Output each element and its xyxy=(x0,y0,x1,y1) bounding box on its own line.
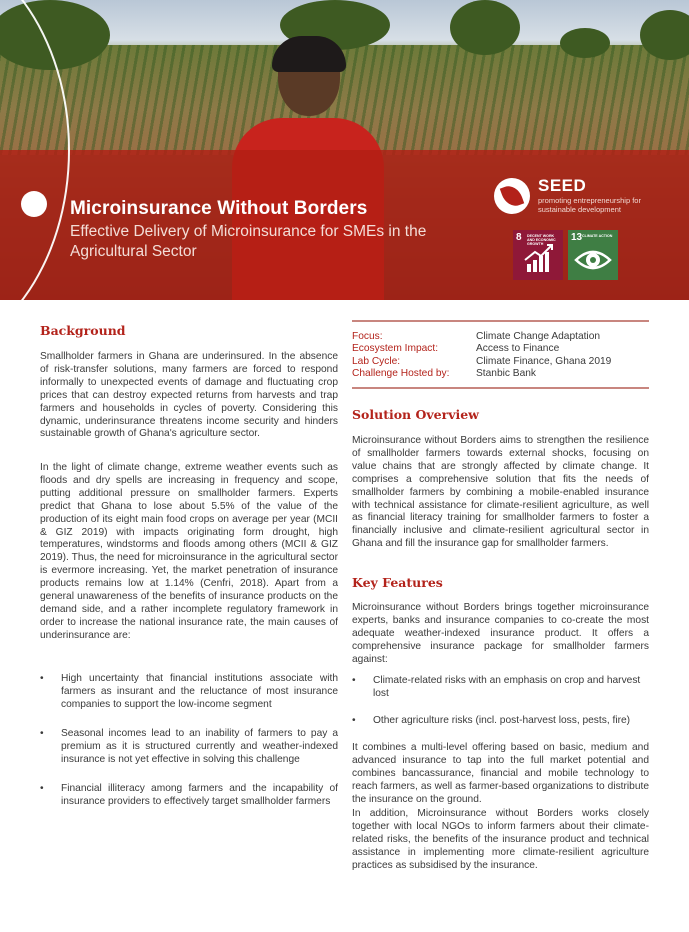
info-value: Climate Change Adaptation xyxy=(476,331,601,342)
info-key: Challenge Hosted by: xyxy=(352,368,450,380)
eye-globe-icon xyxy=(568,230,618,280)
background-heading: Background xyxy=(40,323,126,338)
list-item xyxy=(40,728,338,767)
decorative-dot xyxy=(21,191,47,217)
info-row xyxy=(352,356,649,368)
sdg-label: CLIMATE ACTION xyxy=(582,234,613,238)
seed-tagline: promoting entrepreneurship for sustainable development xyxy=(538,196,641,214)
info-value: Climate Finance, Ghana 2019 xyxy=(476,355,612,367)
tree-shape xyxy=(450,0,520,55)
list-item-text: High uncertainty that financial institutions associate with farmers as insurant and the reluctance of most insurance companies to support the low-income segment xyxy=(61,673,338,710)
solution-paragraph: Microinsurance without Borders aims to strengthen the resilience of smallholder farmers towards external shocks, focusing on value chains that are strongly affected by climate change. It comprises a comprehensive solution that fits the needs of smallholder farmers by combining a mobile-enabled insurance with technical assistance for climate-resilient agriculture, as well as financial literacy training for smallholder farmers to foster a financially inclusive and climate-resilient agricultural sector in Ghana and fill the insurance gap for smallholder farmers. xyxy=(352,435,649,550)
document-title: Microinsurance Without Borders xyxy=(70,198,368,219)
list-item-text: Climate-related risks with an emphasis on crop and harvest lost xyxy=(373,675,641,699)
key-features-paragraph-2: It combines a multi-level offering based on basic, medium and advanced insurance to tap into the full market potential and combines bancassurance, financial and mobile technology to reach farmers, as well as farmer-based organizations to distribute the insurance on the ground. xyxy=(352,742,649,805)
bullet-icon: • xyxy=(40,673,44,684)
info-row xyxy=(352,343,649,355)
list-item xyxy=(40,783,338,809)
growth-chart-icon xyxy=(513,230,563,280)
risks-list xyxy=(352,715,649,728)
key-features-paragraph-1: Microinsurance without Borders brings together microinsurance experts, banks and insurance companies to co-create the most adequate weather-indexed insurance product. It offers a comprehensive insurance package for smallholder farmers against: xyxy=(352,602,649,665)
document-subtitle: Effective Delivery of Microinsurance for SMEs in the Agricultural Sector xyxy=(70,223,427,260)
sdg-number: 8 xyxy=(516,232,522,243)
sdg-8-badge xyxy=(513,230,563,280)
seed-name: SEED xyxy=(538,176,587,195)
sdg-label: DECENT WORK AND ECONOMIC GROWTH xyxy=(527,234,556,247)
bullet-icon: • xyxy=(40,783,44,794)
seed-logo-icon xyxy=(494,178,530,214)
list-item xyxy=(352,675,649,701)
info-row xyxy=(352,331,649,343)
bullet-icon: • xyxy=(352,715,356,726)
info-key: Focus: xyxy=(352,331,383,342)
info-value: Stanbic Bank xyxy=(476,368,537,380)
list-item xyxy=(352,715,649,728)
sdg-number: 13 xyxy=(571,232,583,243)
risks-list xyxy=(352,675,649,701)
header-banner xyxy=(0,0,689,300)
info-value: Access to Finance xyxy=(476,343,560,355)
tree-shape xyxy=(560,28,610,58)
sdg-13-badge xyxy=(568,230,618,280)
info-key: Ecosystem Impact: xyxy=(352,343,439,355)
background-paragraph-2: In the light of climate change, extreme weather events such as floods and dry spells are increasing in frequency and scope, putting additional pressure on smallholder farmers. Experts predict that Ghana to lose about 5.5% of the value of the production of its eight main food crops on average per year (MCII & GIZ 2019) with impacts originating form drought, high temperatures, windstorms and floods among others (MCII & GIZ 2019). Thus, the need for microinsurance in the agricultural sector is evermore increasing. Yet, the market penetration of insurance products remains low at 1.14% (Cenfri, 2018). Apart from a general unawareness of the benefits of insurance products on the demand side, and a rather incomplete regulatory framework in order to increase the national insurance rate, the main causes of underinsurance are: xyxy=(40,462,338,641)
info-key: Lab Cycle: xyxy=(352,355,401,367)
bullet-icon: • xyxy=(40,728,44,739)
key-features-heading: Key Features xyxy=(352,575,443,590)
bullet-icon: • xyxy=(352,675,356,686)
key-features-paragraph-3: In addition, Microinsurance without Borders works closely together with local NGOs to inform farmers about their climate-related risks, the benefits of the insurance product and technical assistance in implementing more climate-resilient agriculture practices as subsidised by the insurance. xyxy=(352,808,649,871)
list-item xyxy=(40,673,338,712)
background-paragraph-1: Smallholder farmers in Ghana are underinsured. In the absence of risk-transfer solutions, many farmers are forced to respond informally to unexpected events of damage and fluctuating crop prices that can destroy expected returns from harvests and trap farmers and households in cycles of poverty. Considering this dynamic, underinsurance threatens income security and hinders sustainable growth of Ghana's agriculture sector. xyxy=(40,351,338,440)
solution-heading: Solution Overview xyxy=(352,407,479,422)
list-item-text: Financial illiteracy among farmers and the incapability of insurance providers to effectively target smallholder farmers xyxy=(61,783,338,807)
list-item-text: Other agriculture risks (incl. post-harvest loss, pests, fire) xyxy=(373,715,631,726)
info-box xyxy=(352,320,649,389)
list-item-text: Seasonal incomes lead to an inability of farmers to pay a premium as it is structured currently and weather-indexed insurance is not yet effective in solving this challenge xyxy=(61,728,338,765)
info-row xyxy=(352,368,649,380)
